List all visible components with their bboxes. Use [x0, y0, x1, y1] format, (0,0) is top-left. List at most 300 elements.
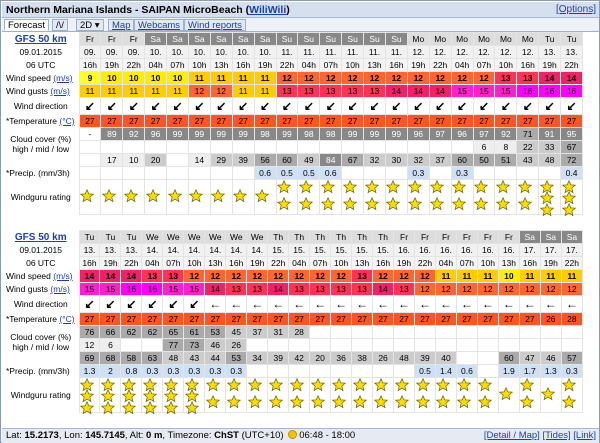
star-icon: [121, 378, 136, 389]
sun-times: 06:48 - 18:00: [299, 430, 356, 441]
wind-gusts-cell: 14: [429, 85, 451, 98]
wind-arrow-icon: ↙: [79, 98, 101, 115]
precip-cell: 0.5: [298, 167, 320, 180]
cloud-high-cell: [394, 326, 415, 339]
timezone-value: ChST: [214, 430, 239, 441]
day-cell: Su: [385, 33, 407, 46]
star-icon: [123, 189, 138, 206]
rating-cell: [123, 180, 145, 215]
model-link[interactable]: GFS 50 km: [14, 33, 67, 45]
wind-speed-cell: 12: [276, 72, 298, 85]
wind-speed-cell: 12: [247, 270, 268, 283]
cloud-high-cell: [352, 326, 373, 339]
temperature-cell: 27: [188, 115, 210, 128]
precip-cell: [495, 167, 517, 180]
date-cell: 11.: [298, 46, 320, 59]
date-cell: 14.: [226, 244, 247, 257]
cloud-high-cell: 97: [473, 128, 495, 141]
star-icon: [452, 197, 467, 214]
cloud-low-cell: 36: [331, 352, 352, 365]
day-cell: Fr: [498, 231, 519, 244]
temperature-text: *Temperature: [6, 116, 58, 126]
day-cell: Sa: [561, 231, 582, 244]
precip-cell: 0.3: [142, 365, 163, 378]
wind-arrow-icon: ←: [498, 296, 519, 313]
precip-cell: [394, 365, 415, 378]
wind-speed-cell: 12: [385, 72, 407, 85]
wind-gusts-cell: 15: [451, 85, 473, 98]
ms-unit-link[interactable]: (m/s): [53, 271, 73, 281]
precip-cell: [289, 365, 310, 378]
rating-cell: [456, 378, 477, 413]
wind-speed-cell: 11: [561, 270, 582, 283]
wind-gusts-cell: 15: [473, 85, 495, 98]
day-cell: Sa: [232, 33, 254, 46]
rating-cell: [163, 378, 184, 413]
star-icon: [320, 180, 335, 197]
cloud-mid-cell: [519, 339, 540, 352]
tab-map[interactable]: Map: [108, 19, 134, 31]
wind-gusts-cell: 13: [364, 85, 386, 98]
wind-arrow-icon: ↙: [561, 98, 583, 115]
star-icon: [562, 395, 577, 412]
wind-gusts-cell: 13: [226, 283, 247, 296]
wind-speed-cell: 13: [142, 270, 163, 283]
star-icon: [100, 389, 115, 400]
tab-forecast[interactable]: Forecast: [4, 19, 49, 31]
cloud-mid-cell: [451, 141, 473, 154]
cloud-low-cell: 48: [539, 154, 561, 167]
detail-map-link[interactable]: [Detail / Map]: [483, 430, 540, 441]
day-cell: Tu: [121, 231, 142, 244]
rating-cell: [254, 180, 276, 215]
cloud-low-cell: [477, 352, 498, 365]
date-cell: 10.: [188, 46, 210, 59]
cloud-mid-cell: [352, 339, 373, 352]
link-link[interactable]: [Link]: [573, 430, 596, 441]
cloud-mid-cell: 8: [495, 141, 517, 154]
wind-gusts-cell: 11: [254, 85, 276, 98]
wind-arrow-icon: ↙: [429, 98, 451, 115]
wind-arrow-icon: ←: [561, 296, 582, 313]
cloud-low-cell: 42: [289, 352, 310, 365]
precip-cell: 0.3: [561, 365, 582, 378]
hour-cell: 04h: [142, 257, 163, 270]
star-icon: [184, 401, 199, 412]
day-cell: Sa: [167, 33, 189, 46]
rating-cell: [451, 180, 473, 215]
star-icon: [163, 378, 178, 389]
tab-webcams[interactable]: Webcams: [134, 19, 184, 31]
wind-speed-cell: 11: [188, 72, 210, 85]
hour-cell: 22h: [561, 257, 582, 270]
date-cell: 16.: [435, 244, 456, 257]
cloud-mid-cell: [232, 141, 254, 154]
cloud-low-cell: 50: [473, 154, 495, 167]
cloud-mid-cell: 12: [79, 339, 100, 352]
cloud-cover-text: Cloud cover (%): [10, 331, 72, 342]
wind-gusts-cell: 16: [142, 283, 163, 296]
cloud-low-cell: 39: [268, 352, 289, 365]
precip-cell: 1.3: [540, 365, 561, 378]
date-cell: 13.: [539, 46, 561, 59]
cloud-cover-text: Cloud cover (%): [10, 133, 72, 144]
cloud-mid-cell: [373, 339, 394, 352]
cloud-high-cell: 99: [232, 128, 254, 141]
hour-cell: 10h: [331, 257, 352, 270]
cloud-mid-cell: [79, 141, 101, 154]
date-cell: 14.: [163, 244, 184, 257]
day-cell: Fr: [477, 231, 498, 244]
temperature-cell: 27: [226, 313, 247, 326]
cloud-low-cell: 60: [276, 154, 298, 167]
rating-cell: [429, 180, 451, 215]
graph-icon[interactable]: /\/: [52, 19, 68, 31]
rating-cell: [247, 378, 268, 413]
wind-speed-cell: 14: [121, 270, 142, 283]
wind-speed-cell: 12: [320, 72, 342, 85]
hour-cell: 04h: [451, 59, 473, 72]
wind-arrow-icon: ↙: [184, 296, 205, 313]
wind-arrow-icon: ↙: [167, 98, 189, 115]
options-link[interactable]: [Options]: [555, 4, 596, 15]
cloud-high-cell: 99: [342, 128, 364, 141]
date-cell: 16.: [456, 244, 477, 257]
temperature-cell: 27: [473, 115, 495, 128]
rating-cell: [79, 378, 100, 413]
wind-gusts-cell: 13: [394, 283, 415, 296]
precip-text: *Precip. (mm/3h): [6, 366, 70, 376]
precip-cell: [429, 167, 451, 180]
hour-cell: 07h: [473, 59, 495, 72]
cloud-mid-cell: [498, 339, 519, 352]
date-cell: 13.: [79, 244, 100, 257]
cloud-high-cell: 96: [407, 128, 429, 141]
wind-speed-cell: 14: [561, 72, 583, 85]
rating-cell: [232, 180, 254, 215]
wind-arrow-icon: ↙: [188, 98, 210, 115]
temperature-cell: 27: [210, 115, 232, 128]
wind-speed-cell: 11: [456, 270, 477, 283]
precip-cell: 0.3: [163, 365, 184, 378]
model-name: [3, 231, 79, 244]
ms-unit-link[interactable]: (m/s): [50, 284, 70, 294]
date-cell: 13.: [100, 244, 121, 257]
cloud-high-cell: 66: [100, 326, 121, 339]
wind-speed-cell: 12: [268, 270, 289, 283]
star-icon: [520, 378, 535, 395]
wind-arrow-icon: ↙: [142, 296, 163, 313]
tab-2d-select[interactable]: [76, 19, 104, 31]
date-cell: 14.: [184, 244, 205, 257]
wind-arrow-icon: ←: [205, 296, 226, 313]
hour-cell: 19h: [254, 59, 276, 72]
date-cell: 15.: [352, 244, 373, 257]
cloud-low-cell: 48: [163, 352, 184, 365]
star-icon: [539, 203, 554, 214]
cloud-high-cell: -: [79, 128, 101, 141]
rating-cell: [79, 180, 101, 215]
star-icon: [189, 189, 204, 206]
precip-cell: [232, 167, 254, 180]
star-icon: [452, 180, 467, 197]
ms-unit-link[interactable]: (m/s): [50, 86, 70, 96]
rating-cell: [473, 180, 495, 215]
day-cell: Tu: [79, 231, 100, 244]
star-icon: [474, 197, 489, 214]
wind-arrow-icon: ↙: [210, 98, 232, 115]
cloud-high-cell: 62: [142, 326, 163, 339]
star-icon: [430, 180, 445, 197]
star-icon: [562, 378, 577, 395]
day-cell: We: [142, 231, 163, 244]
cloud-mid-cell: 73: [184, 339, 205, 352]
day-cell: Fr: [415, 231, 436, 244]
wind-gusts-cell: 13: [352, 283, 373, 296]
cloud-mid-cell: [331, 339, 352, 352]
star-icon: [310, 395, 325, 412]
day-cell: We: [226, 231, 247, 244]
hour-cell: 16h: [385, 59, 407, 72]
temperature-cell: 27: [205, 313, 226, 326]
temperature-cell: 27: [352, 313, 373, 326]
rating-cell: [519, 378, 540, 413]
date-cell: 09.: [79, 46, 101, 59]
cloud-mid-cell: 67: [561, 141, 583, 154]
star-icon: [520, 395, 535, 412]
cloud-low-cell: 20: [310, 352, 331, 365]
day-cell: Su: [364, 33, 386, 46]
wind-speed-cell: 13: [352, 270, 373, 283]
cloud-low-cell: 69: [79, 352, 100, 365]
cloud-high-cell: [498, 326, 519, 339]
wind-arrow-icon: ←: [310, 296, 331, 313]
star-icon: [226, 395, 241, 412]
rating-label: Windguru rating: [3, 180, 79, 215]
wind-gusts-cell: 13: [342, 85, 364, 98]
model-link[interactable]: GFS 50 km: [14, 231, 67, 243]
wind-arrow-icon: ↙: [451, 98, 473, 115]
hour-cell: 16h: [79, 257, 100, 270]
star-icon: [561, 180, 576, 191]
star-icon: [394, 395, 409, 412]
star-icon: [394, 378, 409, 395]
cloud-low-cell: 29: [210, 154, 232, 167]
wind-arrow-icon: ↙: [121, 296, 142, 313]
cloud-low-cell: 20: [145, 154, 167, 167]
wind-gusts-cell: 15: [495, 85, 517, 98]
cloud-mid-cell: 33: [539, 141, 561, 154]
temperature-cell: 27: [79, 115, 101, 128]
precip-cell: 0.3: [451, 167, 473, 180]
run-time: 06 UTC: [3, 257, 79, 270]
star-icon: [436, 395, 451, 412]
star-icon: [352, 378, 367, 395]
date-cell: 10.: [232, 46, 254, 59]
temperature-cell: 27: [331, 313, 352, 326]
star-icon: [205, 378, 220, 395]
lon-value: 145.7145: [85, 430, 125, 441]
wind-arrow-icon: ←: [519, 296, 540, 313]
star-icon: [539, 191, 554, 202]
date-cell: 11.: [385, 46, 407, 59]
rating-cell: [561, 180, 583, 215]
rating-cell: [352, 378, 373, 413]
cloud-mid-cell: 6: [100, 339, 121, 352]
wind-gusts-cell: 11: [167, 85, 189, 98]
day-cell: Mo: [495, 33, 517, 46]
hour-cell: 22h: [121, 257, 142, 270]
star-icon: [561, 203, 576, 214]
hour-cell: 07h: [320, 59, 342, 72]
temperature-cell: 27: [495, 115, 517, 128]
star-icon: [289, 395, 304, 412]
cloud-low-cell: [456, 352, 477, 365]
star-icon: [517, 197, 532, 214]
footer-bar: Lat: 15.2173, Lon: 145.7145, Alt: 0 m, Timezone: ChST (UTC+10) 06:48 - 18:00 [Detail / Map] [Tides] [Link]: [2, 428, 599, 443]
wind-speed-label: [3, 72, 79, 85]
cloud-low-cell: 37: [429, 154, 451, 167]
star-icon: [277, 197, 292, 214]
wind-gusts-cell: 12: [540, 283, 561, 296]
wind-speed-cell: 12: [310, 270, 331, 283]
cloud-mid-cell: [210, 141, 232, 154]
wind-arrow-icon: ←: [456, 296, 477, 313]
cloud-mid-cell: [254, 141, 276, 154]
date-cell: 12.: [517, 46, 539, 59]
precip-cell: [188, 167, 210, 180]
rating-cell: [188, 180, 210, 215]
wind-gusts-cell: 12: [435, 283, 456, 296]
ms-unit-link[interactable]: (m/s): [53, 73, 73, 83]
cloud-mid-cell: [276, 141, 298, 154]
date-cell: 15.: [268, 244, 289, 257]
precip-cell: 0.6: [456, 365, 477, 378]
star-icon: [233, 189, 248, 206]
celsius-unit-link[interactable]: (°C): [59, 116, 75, 126]
hour-cell: 19h: [540, 257, 561, 270]
celsius-unit-link[interactable]: (°C): [59, 314, 75, 324]
wind-gusts-cell: 11: [101, 85, 123, 98]
wind-gusts-cell: 14: [385, 85, 407, 98]
star-icon: [167, 189, 182, 206]
rating-cell: [435, 378, 456, 413]
temperature-cell: 27: [407, 115, 429, 128]
wind-gusts-cell: 13: [247, 283, 268, 296]
tides-link[interactable]: [Tides]: [542, 430, 571, 441]
precip-cell: [385, 167, 407, 180]
wind-arrow-icon: ←: [373, 296, 394, 313]
wind-speed-cell: 12: [331, 270, 352, 283]
wind-gusts-cell: 14: [373, 283, 394, 296]
wind-arrow-icon: ←: [247, 296, 268, 313]
temperature-cell: 27: [394, 313, 415, 326]
star-icon: [163, 389, 178, 400]
cloud-low-cell: 57: [561, 352, 582, 365]
cloud-mid-cell: [394, 339, 415, 352]
rating-cell: [205, 378, 226, 413]
wind-arrow-icon: ←: [394, 296, 415, 313]
cloud-high-cell: 98: [254, 128, 276, 141]
day-cell: Sa: [210, 33, 232, 46]
precip-cell: [268, 365, 289, 378]
date-cell: 11.: [276, 46, 298, 59]
star-icon: [408, 197, 423, 214]
cloud-mid-cell: [415, 339, 436, 352]
tab-bar: [2, 18, 599, 32]
cloud-high-cell: [561, 326, 582, 339]
wind-gusts-cell: 12: [415, 283, 436, 296]
temperature-cell: 27: [429, 115, 451, 128]
day-cell: We: [163, 231, 184, 244]
precip-cell: 0.3: [184, 365, 205, 378]
cloud-high-cell: 95: [561, 128, 583, 141]
precip-cell: 0.3: [226, 365, 247, 378]
hour-cell: 13h: [498, 257, 519, 270]
temperature-cell: 27: [289, 313, 310, 326]
wind-gusts-label: [3, 283, 79, 296]
wind-speed-cell: 12: [298, 72, 320, 85]
wind-gusts-cell: 15: [100, 283, 121, 296]
star-icon: [430, 197, 445, 214]
date-cell: 15.: [310, 244, 331, 257]
hour-cell: 19h: [247, 257, 268, 270]
wind-speed-cell: 12: [415, 270, 436, 283]
temperature-cell: 27: [101, 115, 123, 128]
cloud-low-cell: 38: [352, 352, 373, 365]
cloud-high-cell: 99: [188, 128, 210, 141]
temperature-cell: 27: [145, 115, 167, 128]
tab-wind-reports[interactable]: Wind reports: [184, 19, 246, 31]
day-cell: Su: [276, 33, 298, 46]
date-cell: 14.: [205, 244, 226, 257]
temperature-cell: 27: [519, 313, 540, 326]
date-cell: 09.: [101, 46, 123, 59]
wind-speed-cell: 10: [145, 72, 167, 85]
precip-cell: [342, 167, 364, 180]
star-icon: [142, 389, 157, 400]
wind-gusts-cell: 11: [145, 85, 167, 98]
rating-cell: [310, 378, 331, 413]
star-icon: [121, 401, 136, 412]
star-icon: [289, 378, 304, 395]
wind-gusts-cell: 14: [268, 283, 289, 296]
temperature-cell: 27: [385, 115, 407, 128]
wind-direction-label: Wind direction: [3, 296, 79, 313]
hour-cell: 19h: [539, 59, 561, 72]
precip-cell: [352, 365, 373, 378]
hour-cell: 19h: [100, 257, 121, 270]
precip-cell: [477, 365, 498, 378]
cloud-low-cell: 46: [540, 352, 561, 365]
wiliwili-link[interactable]: WiliWili: [249, 4, 287, 16]
cloud-high-cell: 92: [123, 128, 145, 141]
day-cell: Tu: [561, 33, 583, 46]
rating-cell: [145, 180, 167, 215]
date-cell: 10.: [167, 46, 189, 59]
cloud-mid-cell: [167, 141, 189, 154]
cloud-high-cell: 96: [145, 128, 167, 141]
day-cell: Sa: [145, 33, 167, 46]
star-icon: [268, 378, 283, 395]
cloud-low-cell: 10: [123, 154, 145, 167]
cloud-low-cell: 17: [101, 154, 123, 167]
precip-cell: 0.6: [254, 167, 276, 180]
temperature-cell: 27: [373, 313, 394, 326]
star-icon: [386, 197, 401, 214]
star-icon: [184, 378, 199, 389]
date-cell: 13.: [561, 46, 583, 59]
